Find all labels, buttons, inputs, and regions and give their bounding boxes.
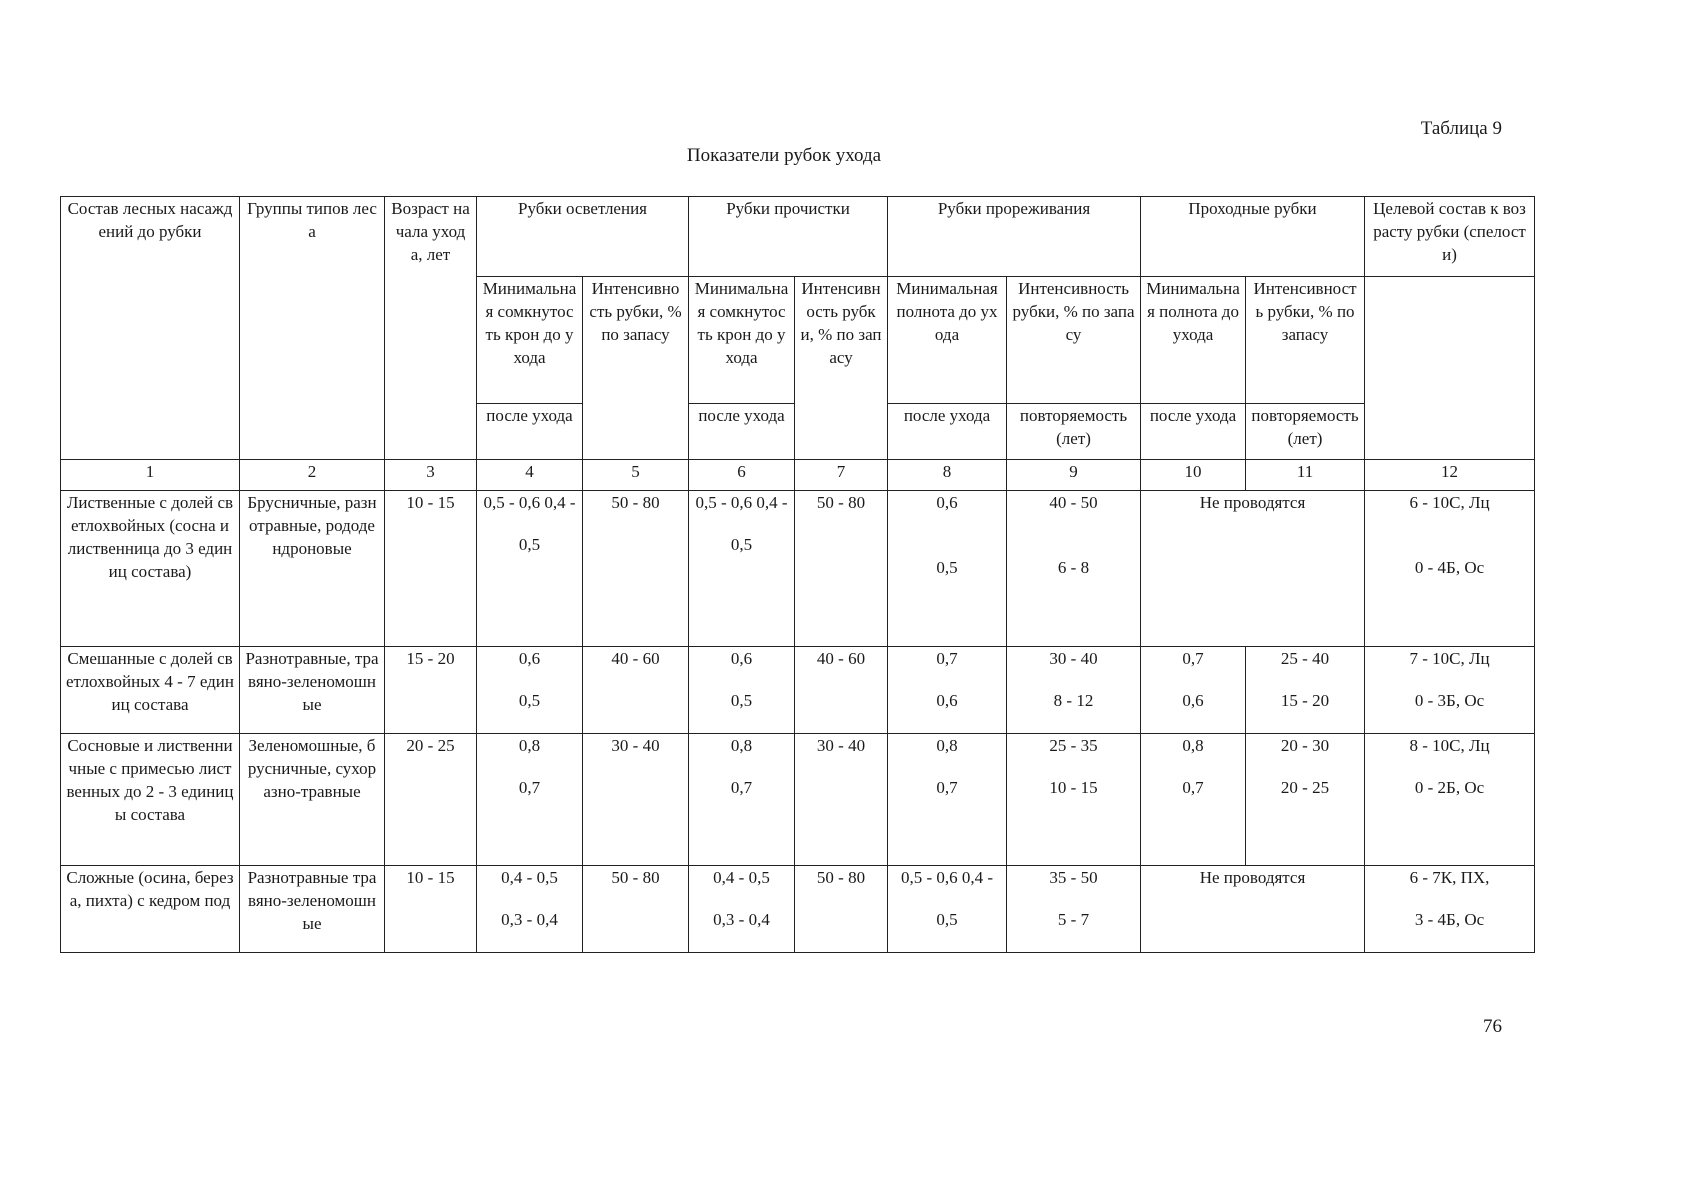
- column-number: 12: [1365, 460, 1535, 491]
- cell-target: [1365, 491, 1535, 647]
- cell-col6: [689, 647, 795, 734]
- cell-col4: [477, 866, 583, 953]
- header-after-care: после ухода: [477, 404, 583, 460]
- cell-col9: [1007, 734, 1141, 866]
- value-target-main: 7 - 10С, Лц: [1409, 649, 1490, 668]
- cell-col4: [477, 734, 583, 866]
- cell-passage-not-performed: Не проводятся: [1141, 866, 1365, 953]
- cell-forest-groups: Зеленомошные, брусничные, сухоразно-травные: [240, 734, 385, 866]
- value-after: 0,7: [518, 778, 541, 797]
- value-before: 0,6: [936, 493, 958, 512]
- header-after-care: после ухода: [888, 404, 1007, 460]
- value-before: 0,8: [730, 736, 753, 755]
- value-target-admix: 0 - 3Б, Ос: [1414, 691, 1485, 710]
- value-after: 0,6: [1182, 691, 1204, 710]
- header-min-closure: Минимальная сомкнутость крон до ухода: [477, 277, 583, 404]
- cell-target: [1365, 866, 1535, 953]
- cell-composition: Сложные (осина, береза, пихта) с кедром под: [61, 866, 240, 953]
- column-number: 7: [795, 460, 888, 491]
- value-intensity: 25 - 35: [1049, 736, 1098, 755]
- header-after-care: после ухода: [1141, 404, 1246, 460]
- cell-col11: [1246, 647, 1365, 734]
- header-repeatability: повторяемость (лет): [1007, 404, 1141, 460]
- header-intensity: Интенсивность рубки, % по запасу: [583, 277, 689, 460]
- column-number: 4: [477, 460, 583, 491]
- cell-col5: 40 - 60: [583, 647, 689, 734]
- cell-col8: [888, 734, 1007, 866]
- cell-composition: Сосновые и лиственничные с примесью лиственных до 2 - 3 единицы состава: [61, 734, 240, 866]
- value-intensity: 30 - 40: [1049, 649, 1098, 668]
- column-number: 11: [1246, 460, 1365, 491]
- cell-col9: [1007, 866, 1141, 953]
- cell-col4: [477, 647, 583, 734]
- cell-forest-groups: Брусничные, разнотравные, рододендроновые: [240, 491, 385, 647]
- column-number: 2: [240, 460, 385, 491]
- value-intensity: 35 - 50: [1049, 868, 1098, 887]
- column-number-row: [61, 460, 1535, 491]
- header-forest-groups: Группы типов леса: [240, 197, 385, 460]
- value-after: 0,5: [936, 558, 958, 577]
- page-number: 76: [1483, 1016, 1502, 1037]
- cell-col8: [888, 866, 1007, 953]
- value-after: 0,6: [936, 691, 958, 710]
- cell-col9: [1007, 647, 1141, 734]
- column-number: 9: [1007, 460, 1141, 491]
- cell-col5: 30 - 40: [583, 734, 689, 866]
- table-row: [61, 734, 1535, 866]
- value-before: 0,8: [518, 736, 541, 755]
- column-number: 8: [888, 460, 1007, 491]
- header-intensity: Интенсивность рубки, % по запасу: [1007, 277, 1141, 404]
- value-after: 0,5: [518, 535, 541, 554]
- value-target-admix: 0 - 4Б, Ос: [1414, 558, 1485, 577]
- header-thinning: Рубки прореживания: [888, 197, 1141, 277]
- cell-target: [1365, 734, 1535, 866]
- header-min-density: Минимальная полнота до ухода: [888, 277, 1007, 404]
- value-before: 0,5 - 0,6 0,4 -: [695, 493, 788, 512]
- cell-start-age: 20 - 25: [385, 734, 477, 866]
- value-after: 0,3 - 0,4: [713, 910, 770, 929]
- cell-col5: 50 - 80: [583, 866, 689, 953]
- value-after: 0,7: [936, 778, 958, 797]
- header-repeatability: повторяемость (лет): [1246, 404, 1365, 460]
- value-before: 0,4 - 0,5: [501, 868, 558, 887]
- value-target-admix: 3 - 4Б, Ос: [1414, 910, 1485, 929]
- cell-col7: 50 - 80: [795, 491, 888, 647]
- value-repeat: 10 - 15: [1049, 778, 1098, 797]
- header-target-composition: Целевой состав к возрасту рубки (спелости): [1365, 197, 1535, 277]
- cell-col6: [689, 866, 795, 953]
- table-row: [61, 491, 1535, 647]
- cell-target: [1365, 647, 1535, 734]
- value-repeat: 8 - 12: [1053, 691, 1094, 710]
- header-intensity: Интенсивность рубки, % по запасу: [1246, 277, 1365, 404]
- value-target-main: 6 - 10С, Лц: [1409, 493, 1490, 512]
- value-before: 0,6: [730, 649, 753, 668]
- table-row: [61, 866, 1535, 953]
- cell-col4: [477, 491, 583, 647]
- cell-start-age: 10 - 15: [385, 866, 477, 953]
- cell-col7: 40 - 60: [795, 647, 888, 734]
- column-number: 1: [61, 460, 240, 491]
- cell-start-age: 15 - 20: [385, 647, 477, 734]
- header-cleaning: Рубки прочистки: [689, 197, 888, 277]
- value-after: 0,7: [1182, 778, 1204, 797]
- header-min-closure: Минимальная сомкнутость крон до ухода: [689, 277, 795, 404]
- care-felling-table: [60, 196, 1535, 953]
- header-start-age: Возраст начала ухода, лет: [385, 197, 477, 460]
- header-passage: Проходные рубки: [1141, 197, 1365, 277]
- cell-col10: [1141, 647, 1246, 734]
- table-title: Показатели рубок ухода: [686, 145, 882, 166]
- value-after: 0,5: [730, 535, 753, 554]
- value-intensity: 20 - 30: [1280, 736, 1330, 755]
- value-before: 0,5 - 0,6 0,4 -: [483, 493, 576, 512]
- value-repeat: 6 - 8: [1057, 558, 1090, 577]
- value-before: 0,7: [1182, 649, 1204, 668]
- cell-col6: [689, 734, 795, 866]
- value-intensity: 40 - 50: [1049, 493, 1098, 512]
- header-row-1: [61, 197, 1535, 277]
- value-before: 0,8: [1182, 736, 1204, 755]
- value-repeat: 5 - 7: [1057, 910, 1090, 929]
- value-repeat: 20 - 25: [1280, 778, 1330, 797]
- value-target-main: 8 - 10С, Лц: [1409, 736, 1490, 755]
- value-before: 0,8: [936, 736, 958, 755]
- cell-col7: 50 - 80: [795, 866, 888, 953]
- cell-col10: [1141, 734, 1246, 866]
- value-intensity: 25 - 40: [1280, 649, 1330, 668]
- table-label: Таблица 9: [1420, 118, 1502, 139]
- value-target-main: 6 - 7К, ПХ,: [1409, 868, 1490, 887]
- value-after: 0,5: [518, 691, 541, 710]
- column-number: 5: [583, 460, 689, 491]
- value-target-admix: 0 - 2Б, Ос: [1414, 778, 1485, 797]
- header-after-care: после ухода: [689, 404, 795, 460]
- header-clearing: Рубки осветления: [477, 197, 689, 277]
- header-target-empty: [1365, 277, 1535, 460]
- cell-forest-groups: Разнотравные травяно-зеленомошные: [240, 866, 385, 953]
- cell-passage-not-performed: Не проводятся: [1141, 491, 1365, 647]
- value-before: 0,4 - 0,5: [713, 868, 770, 887]
- header-intensity: Интенсивность рубки, % по запасу: [795, 277, 888, 460]
- header-composition: Состав лесных насаждений до рубки: [61, 197, 240, 460]
- cell-composition: Лиственные с долей светлохвойных (сосна и лиственница до 3 единиц состава): [61, 491, 240, 647]
- column-number: 10: [1141, 460, 1246, 491]
- cell-col7: 30 - 40: [795, 734, 888, 866]
- value-after: 0,5: [730, 691, 753, 710]
- value-after: 0,3 - 0,4: [501, 910, 558, 929]
- cell-col9: [1007, 491, 1141, 647]
- cell-forest-groups: Разнотравные, травяно-зеленомошные: [240, 647, 385, 734]
- column-number: 6: [689, 460, 795, 491]
- value-before: 0,7: [936, 649, 958, 668]
- cell-col11: [1246, 734, 1365, 866]
- cell-composition: Смешанные с долей светлохвойных 4 - 7 единиц состава: [61, 647, 240, 734]
- cell-col8: [888, 491, 1007, 647]
- cell-col6: [689, 491, 795, 647]
- cell-col8: [888, 647, 1007, 734]
- value-before: 0,5 - 0,6 0,4 -: [900, 868, 994, 887]
- value-after: 0,5: [936, 910, 958, 929]
- table-row: [61, 647, 1535, 734]
- value-repeat: 15 - 20: [1280, 691, 1330, 710]
- value-before: 0,6: [518, 649, 541, 668]
- cell-col5: 50 - 80: [583, 491, 689, 647]
- cell-start-age: 10 - 15: [385, 491, 477, 647]
- column-number: 3: [385, 460, 477, 491]
- header-min-density: Минимальная полнота до ухода: [1141, 277, 1246, 404]
- value-after: 0,7: [730, 778, 753, 797]
